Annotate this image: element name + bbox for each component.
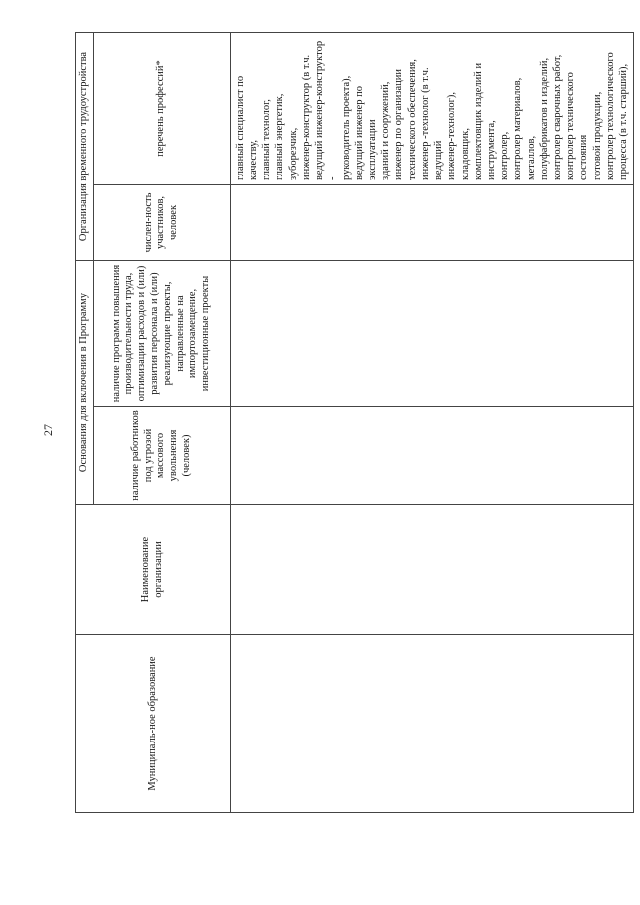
header-workers-threat: наличие работников под угрозой массового увольнения (человек)	[93, 407, 230, 505]
profession-item: комплектовщик изделий и	[472, 62, 484, 180]
cell-organization	[230, 505, 634, 635]
profession-item: контролер технологического	[604, 52, 616, 180]
profession-item: руководитель проекта),	[340, 75, 352, 180]
profession-item: технического обеспечения,	[406, 59, 418, 180]
profession-item: зуборезчик,	[287, 127, 299, 180]
profession-item: готовой продукции,	[591, 91, 603, 180]
profession-item: ведущий инженер по эксплуатации	[353, 86, 378, 180]
rotated-table-page	[75, 33, 630, 813]
page-number: 27	[41, 424, 55, 436]
header-participants: числен-ность участников, человек	[93, 185, 230, 261]
profession-item: процесса (в т.ч. старший),	[618, 63, 630, 180]
profession-item: инженер по организации	[393, 68, 405, 180]
profession-item: главный технолог,	[261, 99, 273, 180]
profession-item: контролер материалов, металлов,	[512, 77, 537, 180]
cell-programs	[230, 261, 634, 407]
header-professions: перечень профессий*	[93, 33, 230, 185]
profession-item: главный энергетик,	[274, 93, 286, 180]
profession-item: контролер технического состояния	[565, 72, 590, 180]
profession-item: инструмента,	[485, 120, 497, 180]
header-municipality: Муниципаль-ное образование	[76, 635, 231, 813]
cell-participants	[230, 185, 634, 261]
profession-item: инженер -технолог (в т.ч. ведущий	[419, 67, 445, 180]
profession-item: контролер,	[499, 131, 511, 180]
employment-table	[75, 32, 634, 813]
cell-municipality	[230, 635, 634, 813]
profession-item: контролер сварочных работ,	[552, 54, 564, 180]
header-programs: наличие программ повышения производительности труда, оптимизации расходов и (или) развития персонала и (или) реализующие проекты, направленные на импортозамещение, инвестиционные проекты	[93, 261, 230, 407]
profession-item: зданий и сооружений,	[380, 81, 392, 180]
profession-item: ведущий инженер-конструктор -	[314, 40, 339, 180]
header-group-reasons: Основания для включения в Программу	[76, 261, 94, 505]
profession-item: главный специалист по качеству,	[234, 75, 260, 180]
header-organization: Наименование организации	[76, 505, 231, 635]
profession-item: кладовщик,	[459, 128, 471, 180]
cell-professions	[230, 33, 634, 185]
profession-item: инженер-технолог),	[446, 91, 458, 180]
cell-workers-threat	[230, 407, 634, 505]
header-group-employment: Организация временного трудоустройства	[76, 33, 94, 261]
profession-item: полуфабрикатов и изделий,	[538, 57, 550, 180]
profession-item: инженер-конструктор (в т.ч.	[300, 54, 312, 180]
